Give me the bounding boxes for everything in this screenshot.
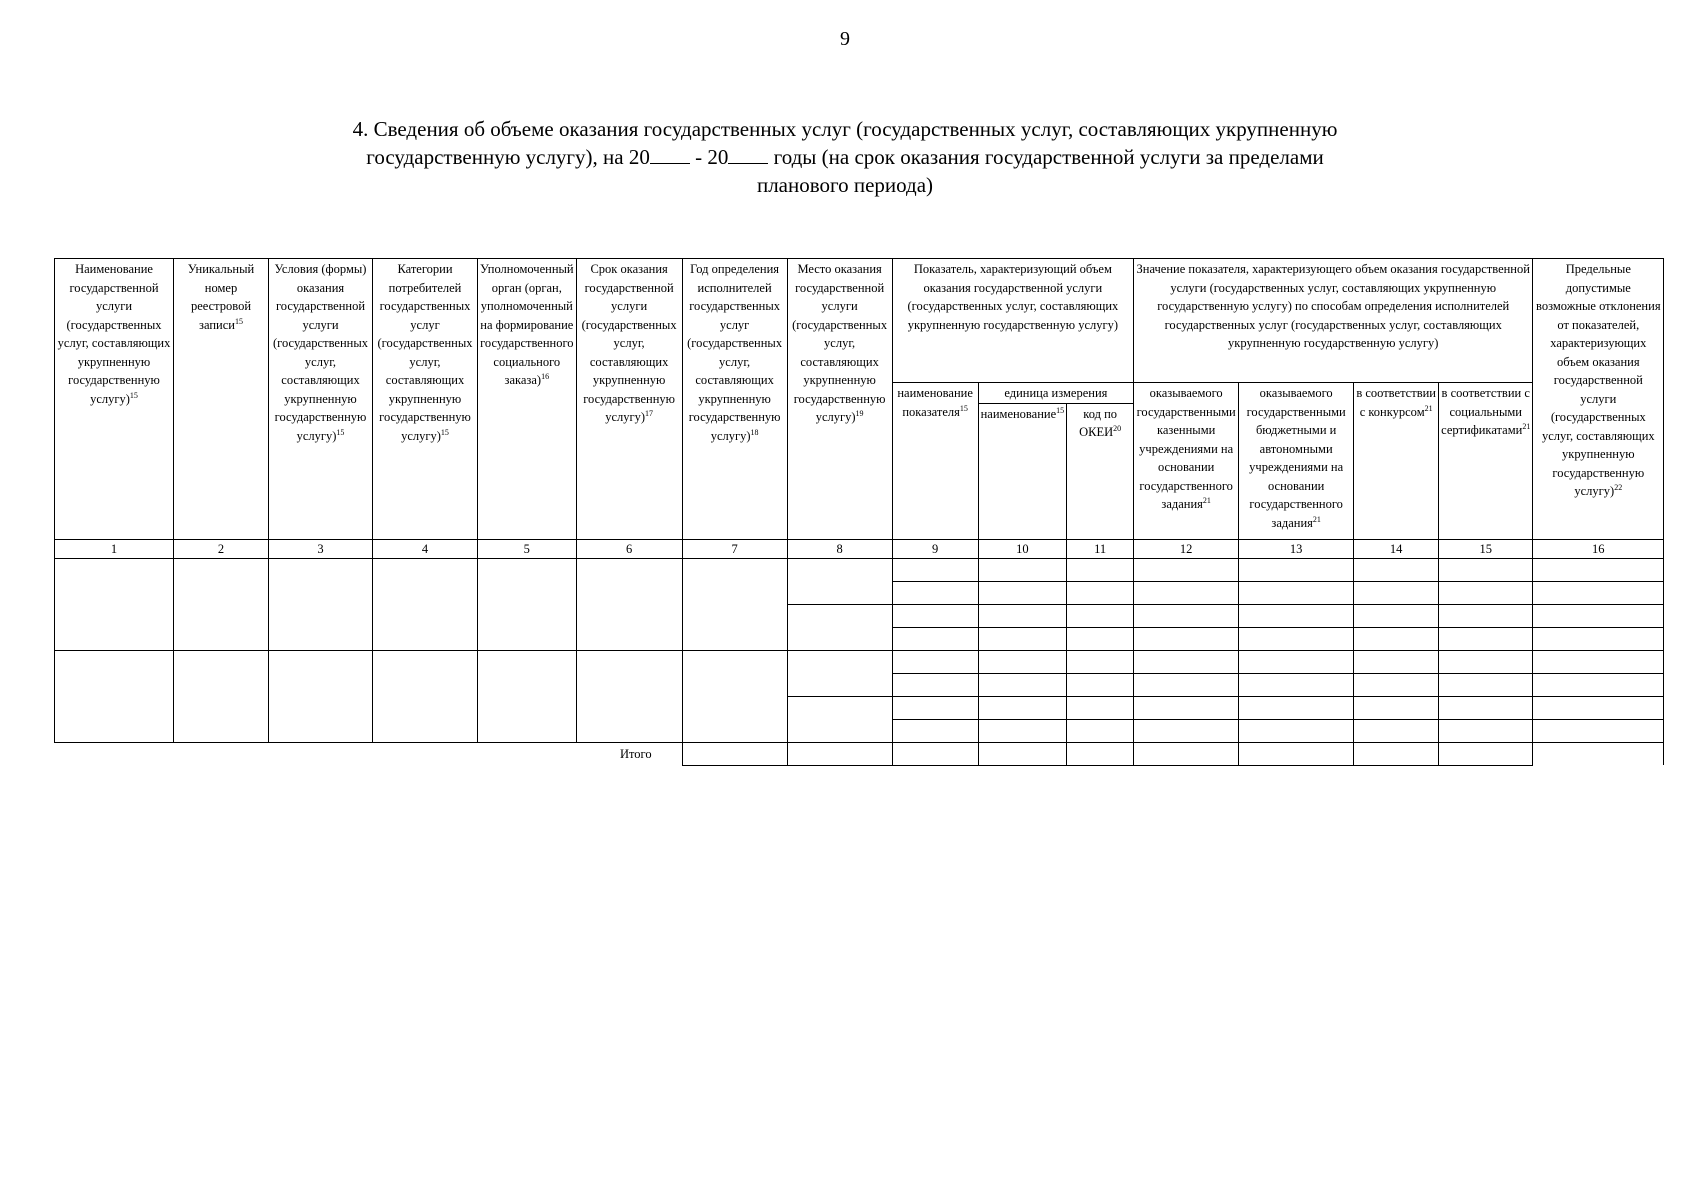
cell[interactable]: [1354, 650, 1439, 673]
cell[interactable]: [1239, 581, 1354, 604]
cell-authorized-body[interactable]: [478, 650, 577, 742]
cell-authorized-body[interactable]: [478, 558, 577, 650]
cell[interactable]: [892, 627, 978, 650]
cell[interactable]: [1239, 696, 1354, 719]
total-cell[interactable]: [1354, 742, 1439, 765]
cell[interactable]: [1533, 627, 1664, 650]
cell-conditions[interactable]: [269, 558, 373, 650]
column-number: 11: [1067, 539, 1134, 558]
header-place: Место оказания государственной услуги (государственных услуг, составляющих укрупненную государственную услугу)$^{19}$: [787, 259, 892, 540]
cell-service-name[interactable]: [55, 558, 174, 650]
cell-place[interactable]: [787, 650, 892, 696]
column-number: 1: [55, 539, 174, 558]
column-number: 16: [1533, 539, 1664, 558]
cell[interactable]: [1439, 719, 1533, 742]
cell-service-term[interactable]: [576, 650, 682, 742]
cell-consumer-categories[interactable]: [373, 650, 478, 742]
cell[interactable]: [1533, 650, 1664, 673]
column-number: 10: [978, 539, 1067, 558]
header-year: Год определения исполнителей государственных услуг (государственных услуг, составляющих укрупненную государственную услугу)$^{18}$: [682, 259, 787, 540]
column-number: 4: [373, 539, 478, 558]
header-conditions: Условия (формы) оказания государственной услуги (государственных услуг, составляющих укрупненную государственную услугу)$^{15}$: [269, 259, 373, 540]
cell[interactable]: [978, 696, 1067, 719]
year-from-blank[interactable]: [650, 143, 690, 164]
total-cell[interactable]: [1239, 742, 1354, 765]
header-volume-indicator: Показатель, характеризующий объем оказания государственной услуги (государственных услуг, составляющих укрупненную государственную услугу): [892, 259, 1134, 383]
header-unit: единица измерения: [978, 383, 1134, 404]
column-number: 15: [1439, 539, 1533, 558]
column-number: 2: [174, 539, 269, 558]
cell[interactable]: [1239, 604, 1354, 627]
cell[interactable]: [1239, 627, 1354, 650]
cell[interactable]: [1533, 696, 1664, 719]
total-cell[interactable]: [787, 742, 892, 765]
column-number: 5: [478, 539, 577, 558]
cell[interactable]: [978, 627, 1067, 650]
column-number: 3: [269, 539, 373, 558]
cell[interactable]: [1239, 673, 1354, 696]
header-service-name: Наименование государственной услуги (государственных услуг, составляющих укрупненную государственную услугу)$^{15}$: [55, 259, 174, 540]
cell[interactable]: [1067, 558, 1134, 581]
cell[interactable]: [892, 604, 978, 627]
cell-service-term[interactable]: [576, 558, 682, 650]
cell[interactable]: [1067, 604, 1134, 627]
cell[interactable]: [1354, 673, 1439, 696]
cell-service-name[interactable]: [55, 650, 174, 742]
cell[interactable]: [1439, 650, 1533, 673]
table-row: [55, 558, 1664, 581]
cell[interactable]: [1354, 627, 1439, 650]
cell[interactable]: [1239, 719, 1354, 742]
total-cell[interactable]: [682, 742, 787, 765]
cell[interactable]: [1134, 650, 1239, 673]
cell-year[interactable]: [682, 558, 787, 650]
cell[interactable]: [1134, 558, 1239, 581]
cell[interactable]: [1354, 558, 1439, 581]
cell-conditions[interactable]: [269, 650, 373, 742]
header-allowed-deviations: Предельные допустимые возможные отклонения от показателей, характеризующих объем оказания государственной услуги (государственных услуг, составляющих укрупненную государственную услугу)$^{22}$: [1533, 259, 1664, 540]
header-unit-name: наименование$^{15}$: [978, 403, 1067, 539]
cell[interactable]: [1439, 558, 1533, 581]
cell[interactable]: [1533, 604, 1664, 627]
header-authorized-body: Уполномоченный орган (орган, уполномоченный на формирование государственного социального заказа)$^{16}$: [478, 259, 577, 540]
header-service-term: Срок оказания государственной услуги (государственных услуг, составляющих укрупненную государственную услугу)$^{17}$: [576, 259, 682, 540]
cell[interactable]: [892, 581, 978, 604]
total-cell[interactable]: [1134, 742, 1239, 765]
cell-year[interactable]: [682, 650, 787, 742]
table-row: [55, 650, 1664, 673]
empty-cell: [1533, 742, 1664, 765]
cell-place[interactable]: [787, 558, 892, 604]
cell[interactable]: [1533, 581, 1664, 604]
cell[interactable]: [892, 719, 978, 742]
year-to-blank[interactable]: [728, 143, 768, 164]
cell[interactable]: [978, 558, 1067, 581]
cell[interactable]: [1067, 627, 1134, 650]
header-indicator-values: Значение показателя, характеризующего объем оказания государственной услуги (государственных услуг, составляющих укрупненную государственную услугу) по способам определения исполнителей государственных услуг (государственных услуг, составляющих укрупненную государственную услугу): [1134, 259, 1533, 383]
column-number: 7: [682, 539, 787, 558]
header-registry-number: Уникальный номер реестровой записи$^{15}$: [174, 259, 269, 540]
cell[interactable]: [1439, 627, 1533, 650]
cell[interactable]: [1134, 673, 1239, 696]
title-line-2: государственную услугу), на 20 - 20 годы (на срок оказания государственной услуги за пределами: [366, 145, 1324, 169]
cell[interactable]: [978, 719, 1067, 742]
title-line-3: планового периода): [756, 173, 934, 197]
cell[interactable]: [1067, 650, 1134, 673]
cell[interactable]: [978, 673, 1067, 696]
cell[interactable]: [1134, 604, 1239, 627]
cell[interactable]: [978, 604, 1067, 627]
cell[interactable]: [1239, 558, 1354, 581]
column-number: 14: [1354, 539, 1439, 558]
header-budget-institutions: оказываемого государственными бюджетными и автономными учреждениями на основании государственного задания$^{21}$: [1239, 383, 1354, 540]
header-okei-code: код по ОКЕИ$^{20}$: [1067, 403, 1134, 539]
cell[interactable]: [1354, 581, 1439, 604]
services-volume-table: [54, 258, 1664, 766]
column-number: 8: [787, 539, 892, 558]
cell[interactable]: [1134, 581, 1239, 604]
cell[interactable]: [1439, 581, 1533, 604]
header-consumer-categories: Категории потребителей государственных услуг (государственных услуг, составляющих укрупненную государственную услугу)$^{15}$: [373, 259, 478, 540]
total-cell[interactable]: [978, 742, 1067, 765]
total-row: [55, 742, 1664, 765]
section-title: [250, 115, 1440, 199]
column-number: 9: [892, 539, 978, 558]
cell-consumer-categories[interactable]: [373, 558, 478, 650]
cell[interactable]: [1134, 696, 1239, 719]
cell[interactable]: [1533, 558, 1664, 581]
page-number: 9: [840, 28, 850, 50]
cell[interactable]: [1239, 650, 1354, 673]
column-number: 13: [1239, 539, 1354, 558]
header-state-institutions: оказываемого государственными казенными учреждениями на основании государственного задания$^{21}$: [1134, 383, 1239, 540]
column-number: 6: [576, 539, 682, 558]
column-number: 12: [1134, 539, 1239, 558]
cell[interactable]: [1533, 719, 1664, 742]
cell[interactable]: [1134, 627, 1239, 650]
cell[interactable]: [892, 673, 978, 696]
total-cell[interactable]: [1067, 742, 1134, 765]
cell[interactable]: [1354, 604, 1439, 627]
cell[interactable]: [1439, 673, 1533, 696]
cell[interactable]: [1134, 719, 1239, 742]
total-cell[interactable]: [1439, 742, 1533, 765]
cell[interactable]: [978, 581, 1067, 604]
cell-registry-number[interactable]: [174, 650, 269, 742]
total-label: Итого: [619, 746, 652, 761]
cell[interactable]: [1067, 673, 1134, 696]
cell[interactable]: [892, 650, 978, 673]
cell[interactable]: [892, 696, 978, 719]
header-indicator-name: наименование показателя$^{15}$: [892, 383, 978, 540]
cell[interactable]: [1354, 719, 1439, 742]
cell[interactable]: [892, 558, 978, 581]
cell[interactable]: [1533, 673, 1664, 696]
cell[interactable]: [1067, 581, 1134, 604]
header-social-certificates: в соответствии с социальными сертификатами$^{21}$: [1439, 383, 1533, 540]
cell-registry-number[interactable]: [174, 558, 269, 650]
cell-place[interactable]: [787, 604, 892, 650]
cell[interactable]: [1354, 696, 1439, 719]
cell[interactable]: [1439, 696, 1533, 719]
total-cell[interactable]: [892, 742, 978, 765]
cell[interactable]: [1439, 604, 1533, 627]
cell[interactable]: [1067, 719, 1134, 742]
title-line-1: 4. Сведения об объеме оказания государственных услуг (государственных услуг, составляющих укрупненную: [352, 117, 1338, 141]
header-competition: в соответствии с конкурсом$^{21}$: [1354, 383, 1439, 540]
cell-place[interactable]: [787, 696, 892, 742]
cell[interactable]: [1067, 696, 1134, 719]
cell[interactable]: [978, 650, 1067, 673]
